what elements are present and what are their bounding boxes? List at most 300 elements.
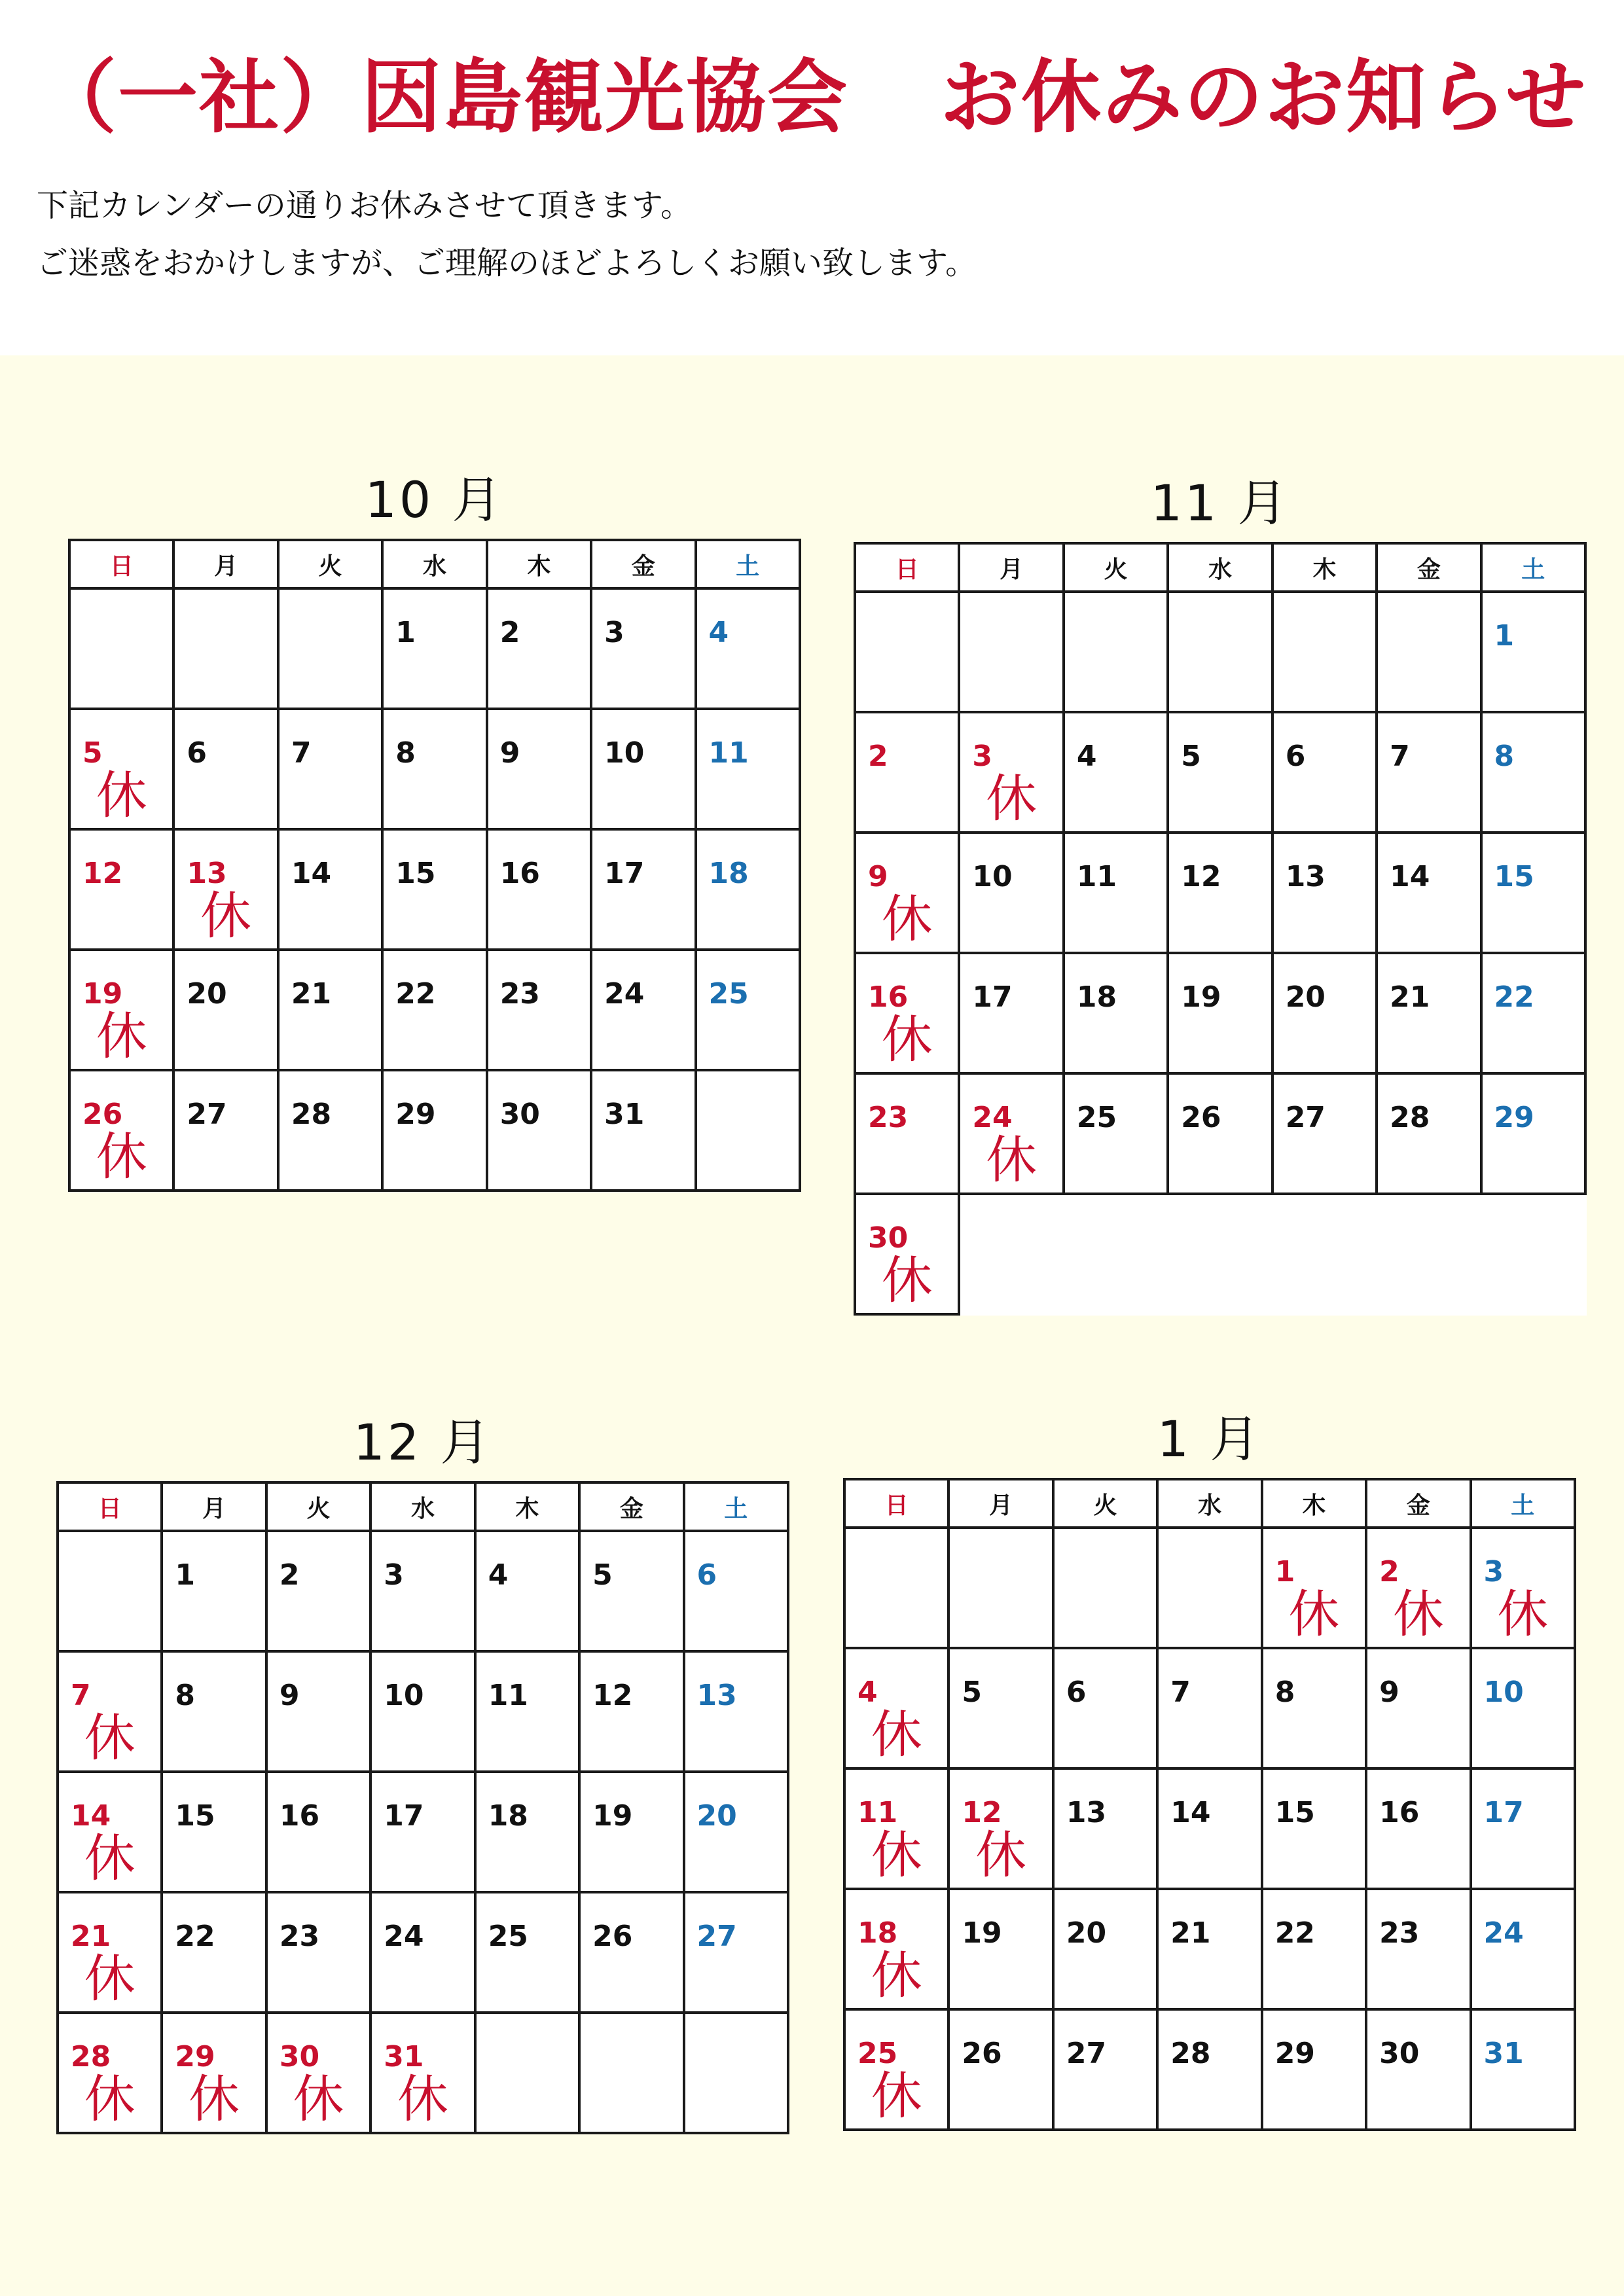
weekday-thu: 木 xyxy=(475,1482,579,1531)
day-cell xyxy=(1377,833,1481,953)
day-number: 13 xyxy=(1285,860,1326,893)
day-cell xyxy=(58,1651,162,1772)
week-row xyxy=(855,833,1585,953)
day-cell xyxy=(475,2013,579,2133)
day-cell xyxy=(487,829,591,950)
day-number: 11 xyxy=(708,736,749,770)
day-cell xyxy=(684,2013,788,2133)
day-cell xyxy=(696,829,800,950)
day-cell xyxy=(1471,1648,1575,1768)
day-number: 25 xyxy=(1076,1101,1117,1134)
day-number: 3 xyxy=(1483,1555,1504,1588)
closed-mark: 休 xyxy=(986,770,1038,829)
day-cell xyxy=(959,953,1063,1073)
week-row xyxy=(58,1651,788,1772)
weekday-wed: 水 xyxy=(1157,1479,1261,1528)
blank-cell xyxy=(1272,1194,1377,1314)
day-number: 21 xyxy=(1170,1916,1211,1950)
day-number: 22 xyxy=(395,977,436,1011)
day-cell xyxy=(579,1772,683,1892)
day-number: 30 xyxy=(1379,2037,1420,2070)
closed-mark: 休 xyxy=(871,1826,922,1885)
day-number: 19 xyxy=(592,1799,633,1833)
week-row xyxy=(69,829,800,950)
weekday-sat: 土 xyxy=(1481,543,1585,592)
day-number: 26 xyxy=(962,2037,1002,2070)
day-number: 10 xyxy=(604,736,645,770)
blank-cell xyxy=(1377,1194,1481,1314)
day-cell xyxy=(487,709,591,829)
day-cell xyxy=(1053,1648,1157,1768)
weekday-mon: 月 xyxy=(948,1479,1053,1528)
day-cell xyxy=(69,950,173,1070)
day-cell xyxy=(162,2013,266,2133)
day-cell xyxy=(69,588,173,709)
day-number: 24 xyxy=(972,1101,1013,1134)
day-cell xyxy=(855,1194,959,1314)
day-number: 9 xyxy=(1379,1676,1399,1709)
day-cell xyxy=(1366,1768,1470,1889)
day-number: 12 xyxy=(962,1796,1002,1829)
day-cell xyxy=(844,1768,948,1889)
day-cell xyxy=(162,1531,266,1651)
calendar-grid xyxy=(843,1478,1576,2131)
weekday-thu: 木 xyxy=(1272,543,1377,592)
day-cell xyxy=(382,1070,486,1191)
day-cell xyxy=(69,829,173,950)
day-cell xyxy=(1471,1889,1575,2009)
day-number: 2 xyxy=(279,1558,300,1592)
weekday-fri: 金 xyxy=(591,540,695,588)
day-number: 14 xyxy=(291,857,332,890)
day-cell xyxy=(266,1772,370,1892)
day-cell xyxy=(1168,712,1272,833)
day-number: 13 xyxy=(187,857,227,890)
weekday-thu: 木 xyxy=(1262,1479,1366,1528)
day-cell xyxy=(266,1651,370,1772)
closed-mark: 休 xyxy=(975,1826,1027,1885)
day-cell xyxy=(579,1531,683,1651)
day-number: 11 xyxy=(1076,860,1117,893)
day-cell xyxy=(1272,1073,1377,1194)
day-cell xyxy=(475,1772,579,1892)
day-cell xyxy=(173,709,278,829)
day-number: 28 xyxy=(71,2040,111,2073)
day-number: 5 xyxy=(592,1558,613,1592)
weekday-sun: 日 xyxy=(58,1482,162,1531)
calendar-month-title: 12 月 xyxy=(353,1413,493,1471)
day-number: 9 xyxy=(279,1679,300,1712)
day-number: 21 xyxy=(71,1920,111,1953)
day-cell xyxy=(69,709,173,829)
closed-mark: 休 xyxy=(96,1128,147,1187)
day-number: 30 xyxy=(279,2040,320,2073)
day-number: 26 xyxy=(82,1098,123,1131)
blank-cell xyxy=(959,1194,1063,1314)
day-cell xyxy=(579,1892,683,2013)
weekday-thu: 木 xyxy=(487,540,591,588)
calendar-panel xyxy=(0,355,1624,2296)
day-number: 15 xyxy=(1274,1796,1315,1829)
day-cell xyxy=(370,1651,475,1772)
week-row xyxy=(69,950,800,1070)
day-cell xyxy=(1053,1768,1157,1889)
day-number: 16 xyxy=(499,857,540,890)
day-number: 29 xyxy=(175,2040,215,2073)
day-cell xyxy=(162,1651,266,1772)
day-number: 29 xyxy=(395,1098,436,1131)
closed-mark: 休 xyxy=(871,2067,922,2126)
day-cell xyxy=(1377,592,1481,712)
day-number: 28 xyxy=(1390,1101,1430,1134)
weekday-mon: 月 xyxy=(959,543,1063,592)
day-number: 30 xyxy=(499,1098,540,1131)
intro-line-2: ご迷惑をおかけしますが、ご理解のほどよろしくお願い致します。 xyxy=(37,245,977,281)
day-cell xyxy=(696,1070,800,1191)
day-number: 22 xyxy=(1274,1916,1315,1950)
weekday-sat: 土 xyxy=(1471,1479,1575,1528)
weekday-tue: 火 xyxy=(278,540,382,588)
day-number: 31 xyxy=(1483,2037,1524,2070)
day-number: 12 xyxy=(1181,860,1221,893)
day-number: 18 xyxy=(857,1916,898,1950)
weekday-sun: 日 xyxy=(69,540,173,588)
day-cell xyxy=(959,1073,1063,1194)
closed-mark: 休 xyxy=(96,1007,147,1066)
day-number: 23 xyxy=(499,977,540,1011)
day-cell xyxy=(487,950,591,1070)
day-number: 10 xyxy=(384,1679,424,1712)
week-row xyxy=(69,1070,800,1191)
day-number: 6 xyxy=(1066,1676,1087,1709)
weekday-sat: 土 xyxy=(684,1482,788,1531)
day-cell xyxy=(1157,1648,1261,1768)
closed-mark: 休 xyxy=(189,2070,240,2129)
day-cell xyxy=(173,1070,278,1191)
weekday-wed: 水 xyxy=(370,1482,475,1531)
calendar-grid xyxy=(68,539,801,1192)
day-cell xyxy=(1471,2009,1575,2130)
day-cell xyxy=(370,1531,475,1651)
day-number: 12 xyxy=(592,1679,633,1712)
day-cell xyxy=(844,2009,948,2130)
calendar-month-title: 10 月 xyxy=(365,471,505,529)
day-number: 15 xyxy=(175,1799,215,1833)
day-cell xyxy=(1481,833,1585,953)
day-cell xyxy=(1471,1768,1575,1889)
intro-text xyxy=(37,177,1542,292)
day-cell xyxy=(844,1889,948,2009)
day-number: 6 xyxy=(1285,740,1306,773)
closed-mark: 休 xyxy=(84,1709,135,1768)
day-number: 15 xyxy=(395,857,436,890)
day-number: 8 xyxy=(175,1679,196,1712)
day-number: 24 xyxy=(604,977,645,1011)
day-cell xyxy=(382,709,486,829)
day-number: 16 xyxy=(279,1799,320,1833)
day-cell xyxy=(278,1070,382,1191)
calendar-month-title: 1 月 xyxy=(1157,1410,1263,1468)
day-number: 14 xyxy=(71,1799,111,1833)
day-number: 27 xyxy=(187,1098,227,1131)
day-cell xyxy=(1064,592,1168,712)
day-number: 1 xyxy=(1494,619,1515,653)
day-number: 19 xyxy=(962,1916,1002,1950)
day-cell xyxy=(948,1648,1053,1768)
day-cell xyxy=(948,1528,1053,1648)
weekday-fri: 金 xyxy=(1366,1479,1470,1528)
calendar-month-title: 11 月 xyxy=(1150,474,1290,532)
day-number: 17 xyxy=(1483,1796,1524,1829)
day-number: 2 xyxy=(1379,1555,1399,1588)
day-number: 29 xyxy=(1494,1101,1534,1134)
day-number: 10 xyxy=(972,860,1013,893)
week-row xyxy=(58,1531,788,1651)
blank-cell xyxy=(1481,1194,1585,1314)
week-row xyxy=(844,1768,1575,1889)
closed-mark: 休 xyxy=(96,766,147,825)
day-cell xyxy=(855,1073,959,1194)
day-number: 1 xyxy=(1274,1555,1295,1588)
day-number: 13 xyxy=(1066,1796,1107,1829)
day-cell xyxy=(475,1892,579,2013)
day-cell xyxy=(591,829,695,950)
day-number: 3 xyxy=(384,1558,404,1592)
day-cell xyxy=(475,1651,579,1772)
week-row xyxy=(844,1528,1575,1648)
day-number: 7 xyxy=(1170,1676,1191,1709)
day-cell xyxy=(382,829,486,950)
day-cell xyxy=(382,588,486,709)
day-cell xyxy=(1272,833,1377,953)
day-cell xyxy=(959,592,1063,712)
day-number: 4 xyxy=(857,1676,878,1709)
day-cell xyxy=(591,950,695,1070)
week-row xyxy=(844,2009,1575,2130)
closed-mark: 休 xyxy=(881,1011,933,1069)
day-cell xyxy=(591,588,695,709)
day-cell xyxy=(1262,1768,1366,1889)
weekday-wed: 水 xyxy=(382,540,486,588)
day-cell xyxy=(684,1531,788,1651)
day-cell xyxy=(1262,2009,1366,2130)
day-cell xyxy=(1481,712,1585,833)
day-number: 25 xyxy=(708,977,749,1011)
day-cell xyxy=(278,829,382,950)
week-row xyxy=(69,709,800,829)
day-number: 22 xyxy=(175,1920,215,1953)
day-cell xyxy=(1272,592,1377,712)
day-cell xyxy=(1064,833,1168,953)
day-cell xyxy=(591,1070,695,1191)
day-cell xyxy=(1262,1648,1366,1768)
day-number: 20 xyxy=(1066,1916,1107,1950)
day-number: 7 xyxy=(1390,740,1410,773)
day-cell xyxy=(1157,1768,1261,1889)
day-cell xyxy=(173,950,278,1070)
day-number: 5 xyxy=(82,736,103,770)
day-cell xyxy=(959,712,1063,833)
day-number: 16 xyxy=(1379,1796,1420,1829)
weekday-mon: 月 xyxy=(173,540,278,588)
week-row xyxy=(855,1073,1585,1194)
weekday-header-row xyxy=(69,540,800,588)
day-cell xyxy=(1366,1648,1470,1768)
day-number: 11 xyxy=(488,1679,528,1712)
closed-mark: 休 xyxy=(200,887,252,946)
day-number: 1 xyxy=(175,1558,196,1592)
day-number: 13 xyxy=(696,1679,737,1712)
day-number: 6 xyxy=(187,736,208,770)
day-number: 3 xyxy=(972,740,993,773)
day-number: 30 xyxy=(868,1221,909,1255)
weekday-wed: 水 xyxy=(1168,543,1272,592)
day-cell xyxy=(487,588,591,709)
weekday-sat: 土 xyxy=(696,540,800,588)
week-row xyxy=(69,588,800,709)
week-row xyxy=(855,953,1585,1073)
day-cell xyxy=(1168,592,1272,712)
day-number: 28 xyxy=(1170,2037,1211,2070)
weekday-mon: 月 xyxy=(162,1482,266,1531)
week-row xyxy=(844,1648,1575,1768)
day-number: 18 xyxy=(1076,980,1117,1014)
day-number: 14 xyxy=(1170,1796,1211,1829)
weekday-tue: 火 xyxy=(1064,543,1168,592)
day-cell xyxy=(579,1651,683,1772)
day-cell xyxy=(370,1892,475,2013)
day-cell xyxy=(58,1531,162,1651)
day-cell xyxy=(855,833,959,953)
day-number: 2 xyxy=(868,740,888,773)
day-cell xyxy=(370,1772,475,1892)
day-cell xyxy=(684,1651,788,1772)
day-number: 28 xyxy=(291,1098,332,1131)
day-number: 24 xyxy=(1483,1916,1524,1950)
day-number: 26 xyxy=(1181,1101,1221,1134)
day-number: 8 xyxy=(1494,740,1515,773)
closed-mark: 休 xyxy=(84,1950,135,2009)
weekday-sun: 日 xyxy=(855,543,959,592)
day-number: 7 xyxy=(71,1679,91,1712)
day-number: 27 xyxy=(1066,2037,1107,2070)
day-number: 15 xyxy=(1494,860,1534,893)
intro-line-1: 下記カレンダーの通りお休みさせて頂きます。 xyxy=(37,187,693,224)
closed-mark: 休 xyxy=(1497,1585,1549,1644)
day-number: 18 xyxy=(708,857,749,890)
day-number: 6 xyxy=(696,1558,717,1592)
day-cell xyxy=(696,588,800,709)
day-number: 22 xyxy=(1494,980,1534,1014)
day-cell xyxy=(1377,1073,1481,1194)
closed-mark: 休 xyxy=(84,1829,135,1888)
day-number: 17 xyxy=(972,980,1013,1014)
day-number: 27 xyxy=(1285,1101,1326,1134)
week-row xyxy=(58,2013,788,2133)
day-number: 25 xyxy=(857,2037,898,2070)
day-number: 9 xyxy=(868,860,888,893)
day-cell xyxy=(266,1892,370,2013)
day-cell xyxy=(696,709,800,829)
day-number: 16 xyxy=(868,980,909,1014)
day-cell xyxy=(1272,712,1377,833)
day-number: 20 xyxy=(187,977,227,1011)
calendar-grid xyxy=(56,1481,789,2134)
day-number: 31 xyxy=(604,1098,645,1131)
day-cell xyxy=(58,2013,162,2133)
day-cell xyxy=(278,950,382,1070)
day-cell xyxy=(266,1531,370,1651)
day-number: 17 xyxy=(384,1799,424,1833)
day-cell xyxy=(1366,1889,1470,2009)
day-cell xyxy=(1262,1889,1366,2009)
weekday-header-row xyxy=(844,1479,1575,1528)
day-number: 23 xyxy=(279,1920,320,1953)
week-row xyxy=(58,1772,788,1892)
day-number: 8 xyxy=(395,736,416,770)
day-cell xyxy=(69,1070,173,1191)
day-cell xyxy=(162,1892,266,2013)
day-number: 10 xyxy=(1483,1676,1524,1709)
weekday-fri: 金 xyxy=(579,1482,683,1531)
day-cell xyxy=(1157,1528,1261,1648)
day-number: 19 xyxy=(1181,980,1221,1014)
day-cell xyxy=(948,1768,1053,1889)
day-number: 3 xyxy=(604,616,624,649)
day-cell xyxy=(475,1531,579,1651)
day-number: 27 xyxy=(696,1920,737,1953)
day-number: 20 xyxy=(696,1799,737,1833)
day-cell xyxy=(844,1528,948,1648)
day-number: 26 xyxy=(592,1920,633,1953)
closed-mark: 休 xyxy=(986,1131,1038,1190)
day-cell xyxy=(278,709,382,829)
day-cell xyxy=(278,588,382,709)
closed-mark: 休 xyxy=(293,2070,344,2129)
day-number: 9 xyxy=(499,736,520,770)
day-cell xyxy=(579,2013,683,2133)
week-row xyxy=(855,1194,1585,1314)
day-number: 14 xyxy=(1390,860,1430,893)
day-number: 23 xyxy=(1379,1916,1420,1950)
day-number: 1 xyxy=(395,616,416,649)
weekday-fri: 金 xyxy=(1377,543,1481,592)
day-cell xyxy=(382,950,486,1070)
day-cell xyxy=(1481,592,1585,712)
day-cell xyxy=(1157,2009,1261,2130)
day-cell xyxy=(684,1892,788,2013)
weekday-header-row xyxy=(58,1482,788,1531)
day-cell xyxy=(1481,953,1585,1073)
day-number: 23 xyxy=(868,1101,909,1134)
day-cell xyxy=(1377,712,1481,833)
week-row xyxy=(855,592,1585,712)
closed-mark: 休 xyxy=(881,890,933,949)
day-cell xyxy=(1157,1889,1261,2009)
day-cell xyxy=(1168,1073,1272,1194)
calendar-grid xyxy=(854,542,1587,1316)
day-cell xyxy=(855,953,959,1073)
weekday-tue: 火 xyxy=(1053,1479,1157,1528)
day-cell xyxy=(58,1772,162,1892)
day-number: 11 xyxy=(857,1796,898,1829)
day-cell xyxy=(855,712,959,833)
day-cell xyxy=(173,588,278,709)
day-number: 24 xyxy=(384,1920,424,1953)
closed-mark: 休 xyxy=(1288,1585,1340,1644)
day-number: 31 xyxy=(384,2040,424,2073)
week-row xyxy=(844,1889,1575,2009)
